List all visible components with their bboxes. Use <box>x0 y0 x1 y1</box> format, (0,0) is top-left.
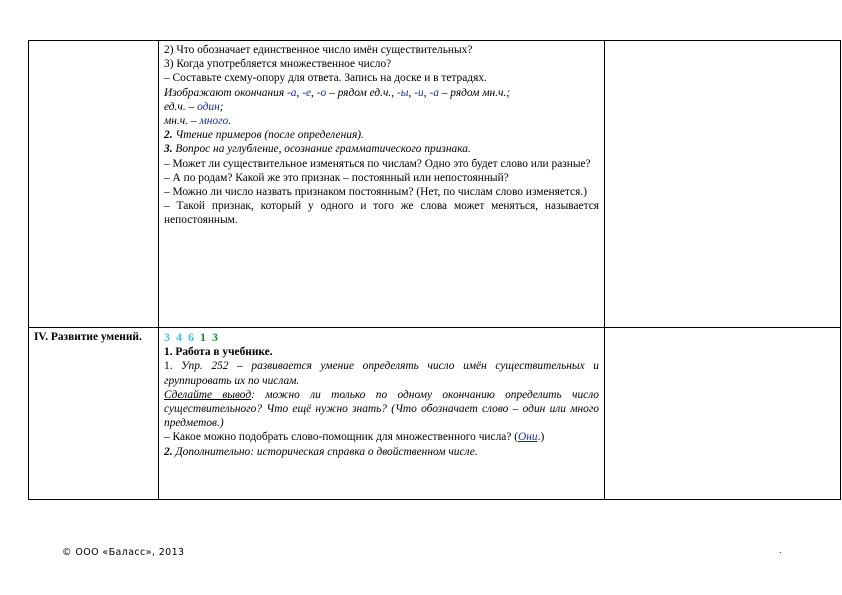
lesson-number: 1 <box>200 330 206 344</box>
qa-4: – Такой признак, который у одного и того же слова может меняться, называется непостоянным. <box>164 200 599 227</box>
stage-cell <box>29 328 159 500</box>
step-2: 2. Чтение примеров (после определения). <box>164 129 364 142</box>
work-title: 1. Работа в учебнике. <box>164 346 273 359</box>
singular-line: ед.ч. – один; <box>164 100 224 113</box>
qa-2: – А по родам? Какой же это признак – постоянный или непостоянный? <box>164 171 509 184</box>
table-row <box>29 41 841 328</box>
table-row <box>29 328 841 500</box>
exercise-line: 1. Упр. 252 – развивается умение определять число имён существительных и группировать их по числам. <box>164 360 599 387</box>
lesson-number: 3 <box>164 330 170 344</box>
endings-line: Изображают окончания -а, -е, -о – рядом ед.ч., -ы, -и, -а – рядом мн.ч.; <box>164 86 511 99</box>
notes-cell <box>605 41 841 328</box>
task-line: – Составьте схему-опору для ответа. Запись на доске и в тетрадях. <box>164 72 487 85</box>
lesson-number: 6 <box>188 330 194 344</box>
question-2: 2) Что обозначает единственное число имён существительных? <box>164 44 473 56</box>
helper-line: – Какое можно подобрать слово-помощник для множественного числа? (Они.) <box>164 431 545 444</box>
content-cell <box>159 41 605 328</box>
qa-3: – Можно ли число назвать признаком постоянным? (Нет, по числам слово изменяется.) <box>164 186 587 199</box>
plural-line: мн.ч. – много. <box>164 115 232 128</box>
lesson-number: 3 <box>212 330 218 344</box>
conclusion-line: Сделайте вывод: можно ли только по одному окончанию определить число существительного? Что ещё нужно знать? (Что обозначает слово – один или много предметов.) <box>164 388 599 430</box>
stage-cell <box>29 41 159 328</box>
lesson-numbers <box>164 330 599 345</box>
extra-line: 2. Дополнительно: историческая справка о двойственном числе. <box>164 445 478 458</box>
lesson-number: 4 <box>176 330 182 344</box>
step-3: 3. Вопрос на углубление, осознание грамматического признака. <box>164 143 471 156</box>
question-3: 3) Когда употребляется множественное число? <box>164 58 392 71</box>
stage-title: IV. Развитие умений. <box>34 331 142 343</box>
page-dot: . <box>779 546 782 555</box>
lesson-table <box>28 40 841 500</box>
copyright-footer: © ООО «Баласс», 2013 <box>62 547 185 558</box>
notes-cell <box>605 328 841 500</box>
qa-1: – Может ли существительное изменяться по числам? Одно это будет слово или разные? <box>164 157 591 170</box>
content-cell <box>159 328 605 500</box>
